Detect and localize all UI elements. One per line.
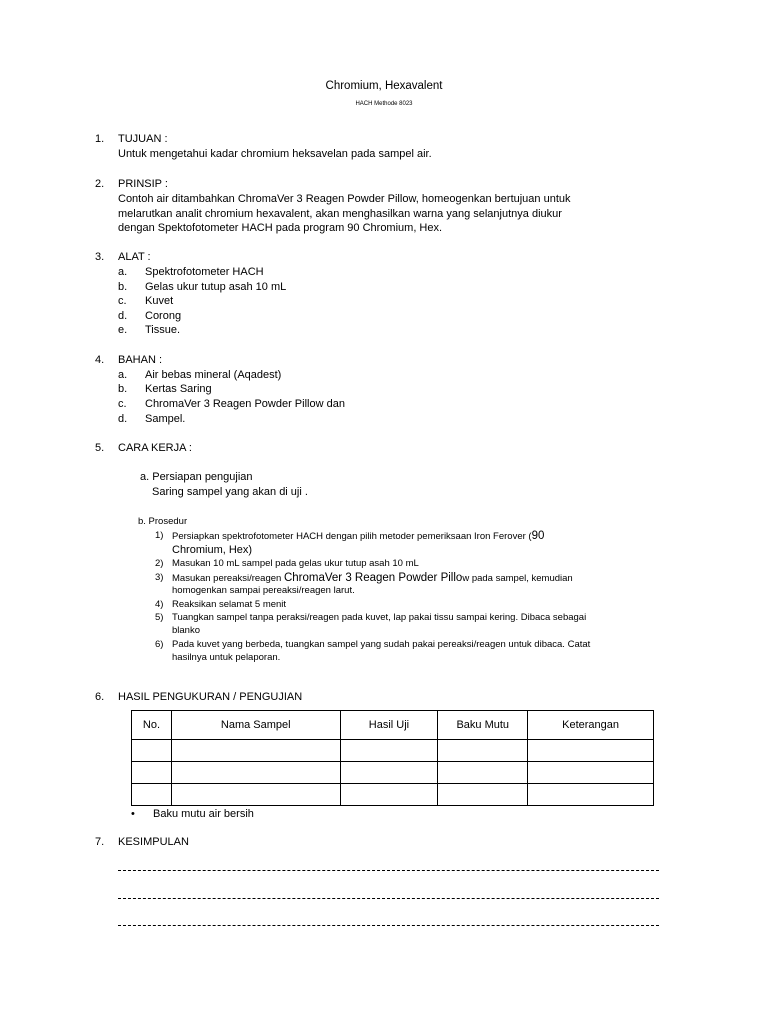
bahan-letter: c.: [118, 398, 127, 410]
prosedur-step-number: 3): [155, 572, 164, 583]
column-header: No.: [132, 711, 172, 740]
table-cell: [438, 784, 528, 806]
column-header: Keterangan: [528, 711, 654, 740]
column-header: Hasil Uji: [340, 711, 438, 740]
alat-letter: e.: [118, 324, 128, 336]
table-row: [132, 740, 654, 762]
answer-line: [118, 898, 659, 899]
table-row: [132, 784, 654, 806]
table-cell: [528, 740, 654, 762]
table-header-row: [132, 711, 654, 740]
prosedur-step-text: hasilnya untuk pelaporan.: [172, 652, 281, 663]
table-row: [132, 762, 654, 784]
section-4-number: 4.: [95, 354, 105, 366]
alat-letter: b.: [118, 281, 128, 293]
bullet-icon: •: [131, 808, 135, 820]
persiapan-heading: a. Persiapan pengujian: [140, 471, 253, 483]
prosedur-step-text: Persiapkan spektrofotometer HACH dengan pilih metoder pemeriksaan Iron Ferover (90: [172, 530, 545, 542]
alat-letter: d.: [118, 310, 128, 322]
prosedur-step-text: Masukan 10 mL sampel pada gelas ukur tutup asah 10 mL: [172, 558, 419, 569]
bahan-item: Sampel.: [145, 413, 186, 425]
prosedur-step-number: 4): [155, 599, 164, 610]
prosedur-step-text: Tuangkan sampel tanpa peraksi/reagen pada kuvet, lap pakai tissu sampai kering. Dibaca sebagai: [172, 612, 587, 623]
section-7-number: 7.: [95, 836, 105, 848]
section-3-heading: ALAT :: [118, 251, 151, 263]
bahan-letter: b.: [118, 383, 128, 395]
alat-item: Kuvet: [145, 295, 174, 307]
section-3-number: 3.: [95, 251, 105, 263]
table-cell: [340, 740, 438, 762]
prosedur-step-text: Pada kuvet yang berbeda, tuangkan sampel yang sudah pakai pereaksi/reagen untuk dibaca. Catat: [172, 639, 591, 650]
bahan-item: Kertas Saring: [145, 383, 212, 395]
column-header: Baku Mutu: [438, 711, 528, 740]
alat-item: Gelas ukur tutup asah 10 mL: [145, 281, 287, 293]
table-cell: [340, 784, 438, 806]
section-2-line-2: melarutkan analit chromium hexavalent, akan menghasilkan warna yang selanjutnya diukur: [118, 208, 562, 220]
prosedur-step-text: Reaksikan selamat 5 menit: [172, 599, 287, 610]
table-cell: [132, 740, 172, 762]
results-table: [131, 710, 654, 806]
table-cell: [171, 740, 340, 762]
bahan-item: Air bebas mineral (Aqadest): [145, 369, 282, 381]
baku-mutu-note: Baku mutu air bersih: [153, 808, 254, 820]
alat-item: Spektrofotometer HACH: [145, 266, 264, 278]
table-cell: [171, 784, 340, 806]
document-title: Chromium, Hexavalent: [325, 80, 443, 92]
alat-letter: a.: [118, 266, 128, 278]
section-2-number: 2.: [95, 178, 105, 190]
section-2-line-1: Contoh air ditambahkan ChromaVer 3 Reagen Powder Pillow, homeogenkan bertujuan untuk: [118, 193, 571, 205]
prosedur-step-number: 5): [155, 612, 164, 623]
section-6-heading: HASIL PENGUKURAN / PENGUJIAN: [118, 691, 303, 703]
section-4-heading: BAHAN :: [118, 354, 163, 366]
table-cell: [438, 740, 528, 762]
bahan-letter: a.: [118, 369, 128, 381]
section-1-number: 1.: [95, 133, 105, 145]
section-5-heading: CARA KERJA :: [118, 442, 192, 454]
table-cell: [528, 762, 654, 784]
column-header: Nama Sampel: [171, 711, 340, 740]
alat-letter: c.: [118, 295, 127, 307]
prosedur-step-number: 2): [155, 558, 164, 569]
section-2-heading: PRINSIP :: [118, 178, 168, 190]
section-2-line-3: dengan Spektofotometer HACH pada program 90 Chromium, Hex.: [118, 222, 443, 234]
prosedur-heading: b. Prosedur: [138, 516, 188, 527]
table-cell: [528, 784, 654, 806]
section-1-text: Untuk mengetahui kadar chromium heksavelan pada sampel air.: [118, 148, 432, 160]
table-cell: [438, 762, 528, 784]
alat-item: Tissue.: [145, 324, 181, 336]
table-cell: [340, 762, 438, 784]
persiapan-text: Saring sampel yang akan di uji .: [152, 486, 308, 498]
section-1-heading: TUJUAN :: [118, 133, 168, 145]
prosedur-step-text: homogenkan sampai pereaksi/reagen larut.: [172, 585, 355, 596]
table-cell: [132, 784, 172, 806]
document-subtitle: HACH Methode 8023: [355, 101, 413, 107]
section-5-number: 5.: [95, 442, 105, 454]
table-cell: [132, 762, 172, 784]
bahan-letter: d.: [118, 413, 128, 425]
prosedur-step-number: 1): [155, 530, 164, 541]
section-6-number: 6.: [95, 691, 105, 703]
answer-line: [118, 870, 659, 871]
bahan-item: ChromaVer 3 Reagen Powder Pillow dan: [145, 398, 345, 410]
table-cell: [171, 762, 340, 784]
prosedur-step-text: Chromium, Hex): [172, 544, 253, 556]
alat-item: Corong: [145, 310, 182, 322]
section-7-heading: KESIMPULAN: [118, 836, 189, 848]
prosedur-step-text: blanko: [172, 625, 200, 636]
answer-line: [118, 925, 659, 926]
prosedur-step-text: Masukan pereaksi/reagen ChromaVer 3 Reagen Powder Pillow pada sampel, kemudian: [172, 572, 573, 584]
prosedur-step-number: 6): [155, 639, 164, 650]
